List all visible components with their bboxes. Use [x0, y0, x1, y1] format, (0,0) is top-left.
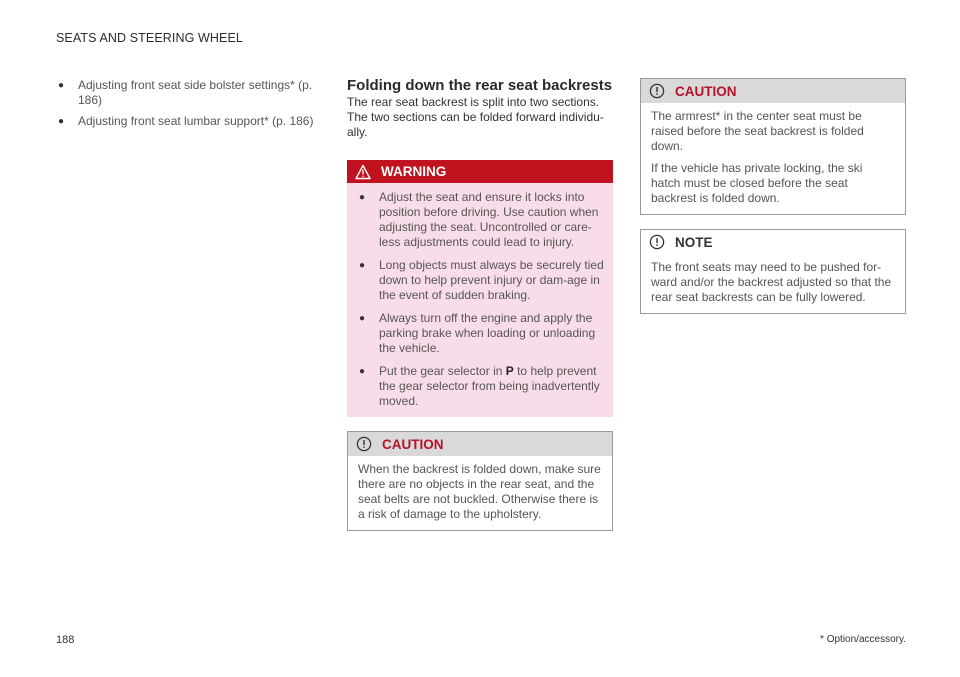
warning-list — [347, 183, 613, 417]
page-header: SEATS AND STEERING WHEEL — [56, 31, 243, 45]
caution-header — [348, 432, 612, 456]
warning-box — [347, 160, 613, 417]
section-intro: The rear seat backrest is split into two sections. The two sections can be folded forward individu-ally. — [347, 95, 604, 139]
related-links — [56, 78, 321, 135]
caution-box — [640, 78, 906, 215]
exclamation-circle-icon — [356, 436, 372, 452]
caution-body: The armrest* in the center seat must be raised before the seat backrest is folded down. If the vehicle has private locking, the ski hatch must be closed before the seat backrest is folded down. — [651, 109, 864, 205]
footnote: * Option/accessory. — [820, 634, 906, 645]
main-section — [347, 78, 613, 531]
page-number: 188 — [56, 634, 75, 646]
warning-item: ● Long objects must always be securely tied down to help prevent injury or dam-age in the event of sudden braking. — [359, 258, 604, 302]
caution-title: CAUTION — [382, 436, 444, 452]
side-section — [640, 78, 906, 314]
section-heading: Folding down the rear seat backrests — [347, 77, 613, 94]
note-header — [641, 230, 905, 254]
warning-item: ● Always turn off the engine and apply the parking brake when loading or unloading the vehicle. — [359, 311, 596, 355]
warning-item: ● Adjust the seat and ensure it locks into position before driving. Use caution when adjusting the seat. Uncontrolled or care-less adjustments could lead to injury. — [359, 190, 599, 249]
caution-body: When the backrest is folded down, make sure there are no objects in the rear seat, and the seat belts are not buckled. Otherwise there is a risk of damage to the upholstery. — [358, 462, 601, 521]
list-item[interactable]: ● Adjusting front seat lumbar support* (p. 186) — [58, 114, 314, 128]
warning-title: WARNING — [381, 164, 447, 179]
list-item[interactable]: ● Adjusting front seat side bolster settings* (p. 186) — [58, 78, 313, 107]
caution-header — [641, 79, 905, 103]
info-circle-icon — [649, 234, 665, 250]
note-body: The front seats may need to be pushed for-ward and/or the backrest adjusted so that the rear seat backrests can be fully lowered. — [651, 260, 892, 304]
bullet-icon: ● — [359, 366, 366, 377]
bullet-icon: ● — [58, 80, 65, 91]
bullet-icon: ● — [359, 260, 366, 271]
warning-item: ● Put the gear selector in P to help prevent the gear selector from being inadvertently moved. — [359, 364, 600, 408]
bullet-icon: ● — [58, 116, 65, 127]
warning-triangle-icon — [355, 164, 371, 180]
note-box — [640, 229, 906, 314]
exclamation-circle-icon — [649, 83, 665, 99]
bullet-icon: ● — [359, 313, 366, 324]
gear-position-label: P — [505, 364, 514, 378]
note-title: NOTE — [675, 234, 713, 250]
caution-box — [347, 431, 613, 531]
bullet-icon: ● — [359, 192, 366, 203]
caution-title: CAUTION — [675, 83, 737, 99]
warning-header — [347, 160, 613, 183]
